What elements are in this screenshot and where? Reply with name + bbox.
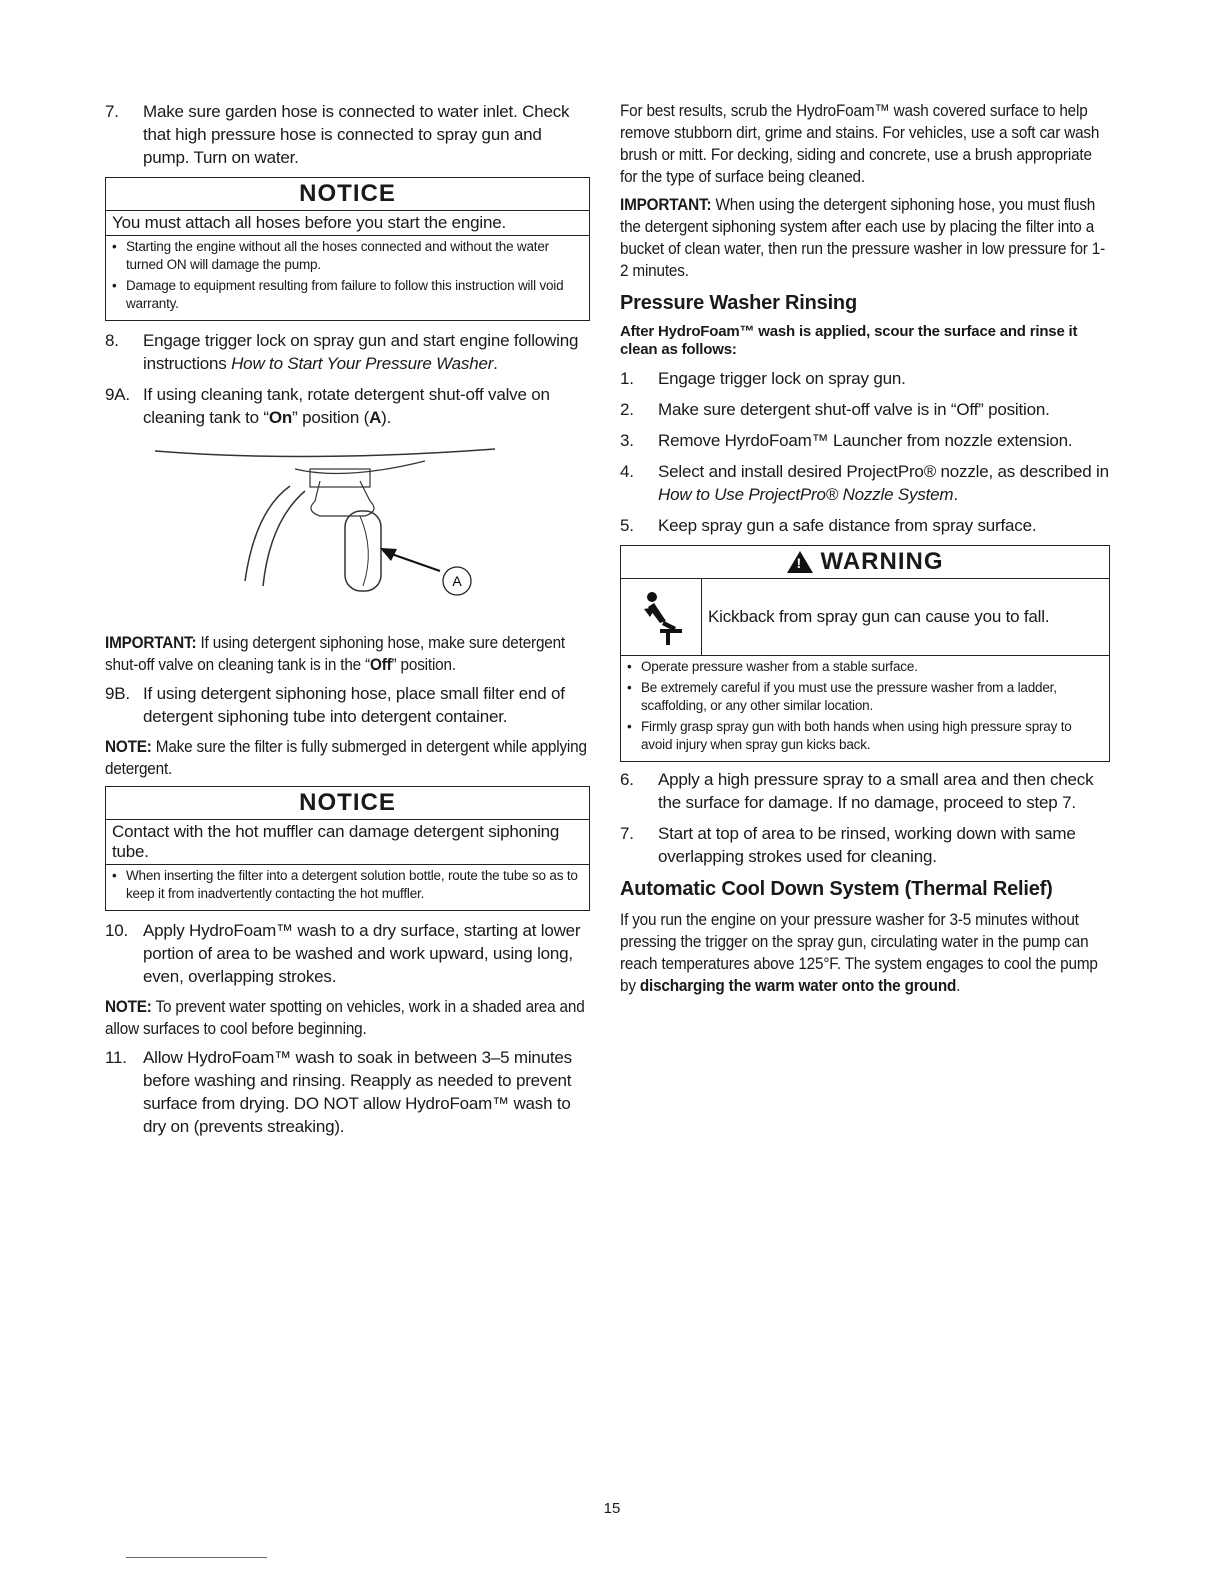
notice-box-hoses — [105, 177, 590, 321]
note-filter: NOTE: Make sure the filter is fully submerged in detergent while applying detergent. — [105, 737, 587, 778]
section-heading-cooldown: Automatic Cool Down System (Thermal Relief) — [620, 878, 1053, 900]
shutoff-valve-illustration — [105, 441, 590, 621]
warning-title: WARNING — [820, 548, 944, 575]
notice-title: NOTICE — [106, 787, 589, 820]
rinse-step-4: 4. Select and install desired ProjectPro® nozzle, as described in How to Use ProjectPro® Nozzle System. — [620, 462, 1109, 504]
intro-paragraph: For best results, scrub the HydroFoam™ wash covered surface to help remove stubborn dirt, grime and stains. For vehicles, use a soft car wash brush or mitt. For decking, siding and concrete, use a brush appropriate for the type of surface being cleaned. — [620, 101, 1100, 186]
important-flush-note: IMPORTANT: When using the detergent siphoning hose, you must flush the detergent siphoning system after each use by placing the filter into a bucket of clean water, then run the pressure washer in low pressure for 1-2 minutes. — [620, 195, 1106, 280]
warning-lead: Kickback from spray gun can cause you to fall. — [708, 607, 1050, 626]
footer-rule — [126, 1557, 267, 1558]
rinse-step: 3. Remove HyrdoFoam™ Launcher from nozzle extension. — [620, 431, 1073, 450]
warning-box — [620, 545, 1110, 762]
rinse-step: 2. Make sure detergent shut-off valve is in “Off” position. — [620, 400, 1050, 419]
notice-bullet: • Starting the engine without all the hoses connected and without the water turned ON will damage the pump. — [112, 239, 549, 272]
illustration-label-a: A — [452, 573, 462, 589]
section-heading-rinsing: Pressure Washer Rinsing — [620, 292, 857, 314]
right-column — [620, 100, 1110, 1003]
notice-title: NOTICE — [106, 178, 589, 211]
step-7: 7. Make sure garden hose is connected to water inlet. Check that high pressure hose is connected to spray gun and pump. Turn on water. — [105, 102, 570, 167]
step-9a: 9A. If using cleaning tank, rotate detergent shut-off valve on cleaning tank to “On” position (A). — [105, 385, 550, 427]
notice-bullet: • When inserting the filter into a detergent solution bottle, route the tube so as to keep it from inadvertently contacting the hot muffler. — [112, 868, 578, 901]
rinse-step: 1. Engage trigger lock on spray gun. — [620, 369, 906, 388]
thermal-relief-paragraph: If you run the engine on your pressure washer for 3-5 minutes without pressing the trigger on the spray gun, circulating water in the pump can reach temperatures above 125°F. The system engages to cool the pump by discharging the warm water onto the ground. — [620, 910, 1098, 995]
fall-hazard-icon — [621, 579, 702, 655]
notice-bullets — [106, 865, 589, 910]
note-spotting: NOTE: To prevent water spotting on vehicles, work in a shaded area and allow surfaces to cool before beginning. — [105, 997, 585, 1038]
rinsing-subheading: After HydroFoam™ wash is applied, scour the surface and rinse it clean as follows: — [620, 323, 1078, 358]
notice-lead: You must attach all hoses before you start the engine. — [106, 211, 589, 236]
page-number: 15 — [603, 1500, 621, 1517]
rinse-step-5: 5. Keep spray gun a safe distance from spray surface. — [620, 516, 1037, 535]
left-column — [105, 100, 590, 1146]
warning-bullet: • Operate pressure washer from a stable surface. — [627, 659, 918, 674]
warning-bullets — [621, 656, 1109, 761]
step-11: 11. Allow HydroFoam™ wash to soak in between 3–5 minutes before washing and rinsing. Reapply as needed to prevent surface from drying. DO NOT allow HydroFoam™ wash to dry on (prevents streaking). — [105, 1048, 572, 1136]
step-10: 10. Apply HydroFoam™ wash to a dry surface, starting at lower portion of area to be washed and work upward, using long, even, overlapping strokes. — [105, 921, 581, 986]
notice-lead: Contact with the hot muffler can damage detergent siphoning tube. — [106, 820, 589, 865]
rinse-step-7: 7. Start at top of area to be rinsed, working down with same overlapping strokes used for cleaning. — [620, 824, 1076, 866]
warning-triangle-icon: ! — [787, 551, 813, 573]
warning-bullet: • Firmly grasp spray gun with both hands when using high pressure spray to avoid injury when spray gun kicks back. — [627, 719, 1072, 752]
step-8: 8. Engage trigger lock on spray gun and start engine following instructions How to Start Your Pressure Washer. — [105, 331, 579, 373]
notice-bullet: • Damage to equipment resulting from failure to follow this instruction will void warranty. — [112, 278, 564, 311]
important-note: IMPORTANT: If using detergent siphoning hose, make sure detergent shut-off valve on cleaning tank is in the “Off” position. — [105, 633, 566, 674]
step-9b: 9B. If using detergent siphoning hose, place small filter end of detergent siphoning tube into detergent container. — [105, 684, 565, 726]
rinse-step-6: 6. Apply a high pressure spray to a small area and then check the surface for damage. If no damage, proceed to step 7. — [620, 770, 1094, 812]
notice-box-muffler — [105, 786, 590, 911]
notice-bullets — [106, 236, 589, 320]
warning-bullet: • Be extremely careful if you must use the pressure washer from a ladder, scaffolding, or any other similar location. — [627, 680, 1057, 713]
